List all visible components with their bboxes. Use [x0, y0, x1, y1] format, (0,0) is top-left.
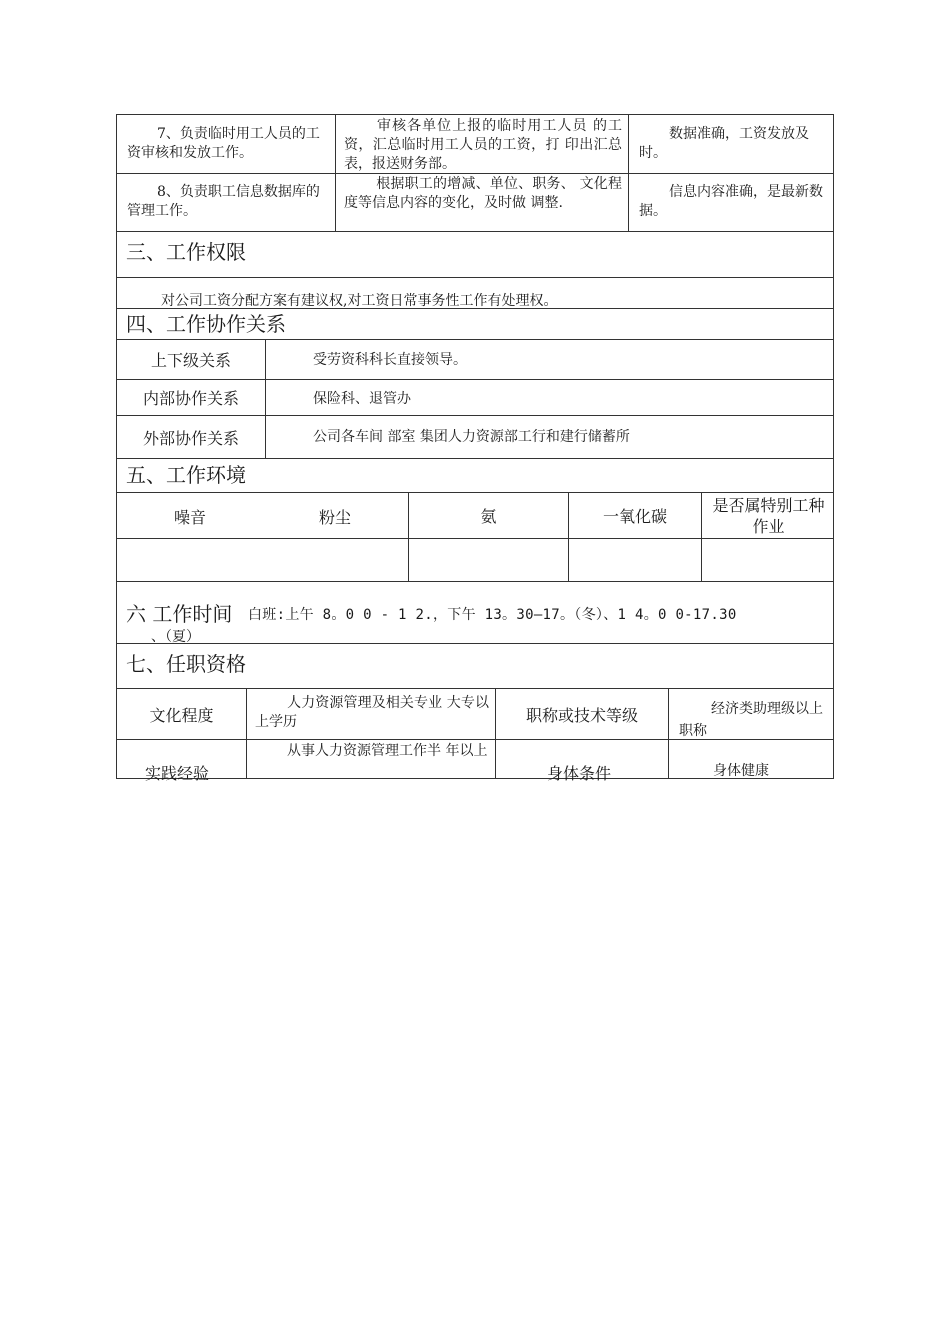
edu-value-cell	[246, 689, 495, 739]
relations-heading: 四、工作协作关系	[116, 309, 834, 340]
edu-label: 文化程度	[149, 705, 214, 725]
edu-value: 人力资源管理及相关专业 大专以上学历	[255, 695, 489, 730]
relation-label: 外部协作关系	[142, 428, 239, 448]
duty-standard-cell	[628, 174, 835, 231]
env-dust-label: 粉尘	[319, 508, 352, 527]
duty-detail-text: 审核各单位上报的临时用工人员 的工资，汇总临时用工人员的工资，打 印出汇总表，报送财务部。	[344, 118, 622, 172]
env-special-value	[701, 539, 835, 581]
duty-row-7	[116, 114, 834, 174]
duty-task-text: 7、负责临时用工人员的工资审核和发放工作。	[127, 126, 320, 161]
health-value: 身体健康	[713, 763, 769, 779]
env-special-label: 是否属特别工种作业	[701, 493, 835, 538]
duty-detail-cell	[335, 174, 628, 231]
relation-row-superior	[116, 340, 834, 380]
duty-task-text: 8、负责职工信息数据库的管理工作。	[127, 184, 320, 219]
worktime-text: 白班:上午 8。0 0 - 1 2.，下午 13。30—17。（冬）、1 4。0 0-17.30	[248, 607, 737, 623]
duty-row-8	[116, 174, 834, 232]
duty-task-cell	[117, 174, 335, 231]
worktime-text-cont: 、（夏）	[151, 629, 200, 645]
duty-standard-text: 数据准确，工资发放及时。	[639, 126, 809, 161]
health-label-cell	[495, 740, 668, 783]
relation-label: 上下级关系	[150, 351, 231, 370]
qualification-row-2	[116, 740, 834, 783]
authority-row	[116, 278, 834, 309]
title-label: 职称或技术等级	[495, 689, 668, 739]
authority-text: 对公司工资分配方案有建议权,对工资日常事务性工作有处理权。	[161, 293, 558, 309]
environment-header-row	[116, 493, 834, 539]
title-value: 经济类助理级以上职称	[679, 701, 823, 739]
env-noise-label: 噪音	[174, 508, 207, 527]
duty-standard-cell	[628, 115, 835, 173]
health-label: 身体条件	[547, 764, 612, 783]
duty-task-cell	[117, 115, 335, 173]
worktime-row	[116, 582, 834, 644]
qualification-row-1	[116, 689, 834, 740]
environment-value-row	[116, 539, 834, 582]
relation-row-external	[116, 416, 834, 459]
env-co-value	[568, 539, 701, 581]
title-value-cell	[668, 689, 835, 739]
duty-detail-cell	[335, 115, 628, 173]
relation-row-internal	[116, 380, 834, 416]
relation-label: 内部协作关系	[142, 389, 239, 408]
exp-value-cell	[246, 740, 495, 778]
relation-value: 受劳资科科长直接领导。	[265, 340, 833, 379]
exp-label: 实践经验	[145, 764, 210, 783]
authority-heading: 三、工作权限	[116, 232, 834, 278]
job-description-table	[116, 114, 834, 783]
env-co-label: 一氧化碳	[568, 493, 701, 538]
environment-heading: 五、工作环境	[116, 459, 834, 493]
relation-value: 公司各车间 部室 集团人力资源部工行和建行储蓄所	[265, 416, 833, 458]
duty-standard-text: 信息内容准确，是最新数据。	[639, 184, 823, 219]
duty-detail-text: 根据职工的增减、单位、职务、 文化程度等信息内容的变化，及时做 调整.	[344, 176, 622, 211]
relation-value: 保险科、退管办	[265, 380, 833, 415]
env-ammonia-label: 氨	[408, 493, 568, 538]
worktime-heading: 六 工作时间	[126, 602, 233, 626]
health-value-cell	[668, 740, 835, 778]
exp-value: 从事人力资源管理工作半 年以上	[287, 743, 488, 759]
env-ammonia-value	[408, 539, 568, 581]
qualification-heading: 七、任职资格	[116, 644, 834, 689]
